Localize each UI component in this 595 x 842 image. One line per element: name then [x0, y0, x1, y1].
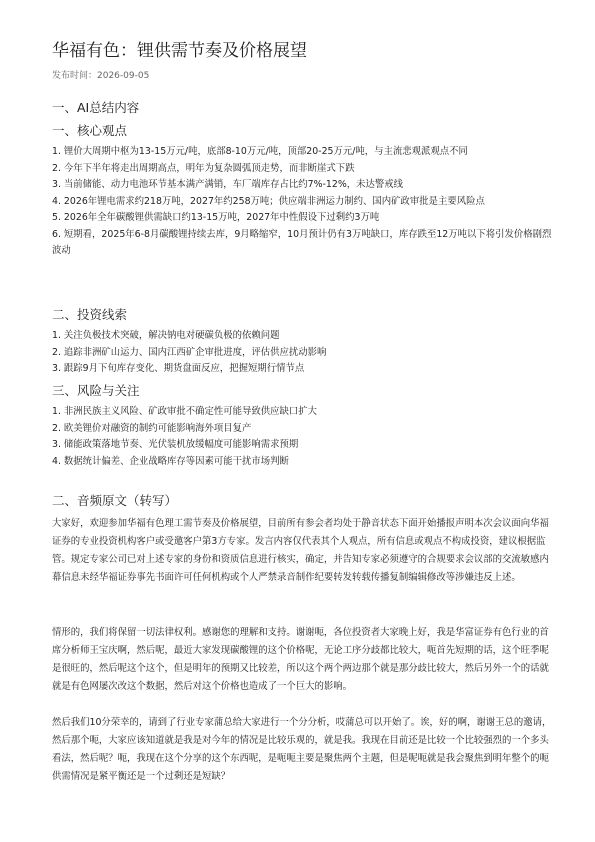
list-item: 2. 今年下半年将走出周期高点，明年为复杂圆弧顶走势，而非断崖式下跌: [52, 162, 355, 174]
list-item: 4. 2026年锂电需求约218万吨，2027年约258万吨；供应端非洲运力制约、国内矿政审批是主要风险点: [52, 195, 485, 207]
list-item: 2. 欧美锂价对融资的制约可能影响海外项目复产: [52, 422, 252, 434]
transcript-paragraph: 情形的，我们将保留一切法律权利。感谢您的理解和支持。谢谢呃，各位投资者大家晚上好，我是华富证券有色行业的首席分析师王宝庆啊，然后呢，最近大家发现碳酸锂的这个价格呢，无论工序分歧都比较大，呃首先短期的话，这个旺季呢是很旺的，然后呢这个这个，但是明年的预期又比较差，所以这个两个两边那个就是那分歧比较大，然后另外一个的话就就是有色网屡次改这个数据，然后对这个价格也造成了一个巨大的影响。: [52, 627, 549, 692]
transcript-paragraph: 大家好，欢迎参加华福有色理工需节奏及价格展望，目前所有参会者均处于静音状态下面开始播报声明本次会议面向华福证券的专业投资机构客户或受邀客户第3方专家。发言内容仅代表其个人观点，所有信息或观点不构成投资，建议根据监管。规定专家公司已对上述专家的身份和资质信息进行核实，确定，并告知专家必须遵守的合规要求会议部的交流敏感内幕信息未经华福证券事先书面许可任何机构或个人严禁录音制作纪要转发转载传播复制编辑修改等涉嫌违反上述。: [52, 518, 549, 583]
list-item: 3. 储能政策落地节奏、光伏装机放缓幅度可能影响需求预期: [52, 439, 299, 450]
risk-list: [52, 404, 552, 470]
list-item: 6. 短期看，2025年6-8月碳酸锂持续去库，9月略缩窄，10月预计仍有3万吨缺口，库存跌至12万吨以下将引发价格剧烈波动: [52, 228, 552, 256]
list-item: 4. 数据统计偏差、企业战略库存等因素可能干扰市场判断: [52, 455, 289, 467]
list-item: 1. 锂价大周期中枢为13-15万元/吨，底部8-10万元/吨，顶部20-25万元/吨，与主流悲观派观点不同: [52, 146, 468, 157]
list-item: 1. 非洲民族主义风险、矿政审批不确定性可能导致供应缺口扩大: [52, 406, 318, 417]
section-core-views: 一、核心观点: [52, 123, 128, 138]
list-item: 1. 关注负极技术突破，解决钠电对硬碳负极的依赖问题: [52, 330, 280, 341]
core-views-list: [52, 144, 552, 260]
list-item: 3. 当前储能、动力电池环节基本满产满销，车厂端库存占比约7%-12%，未达警戒线: [52, 179, 404, 190]
list-item: 5. 2026年全年碳酸锂供需缺口约13-15万吨，2027年中性假设下过剩约3万吨: [52, 212, 380, 223]
publish-time: 发布时间：2026-09-05: [52, 71, 150, 81]
list-item: 3. 跟踪9月下旬库存变化、期货盘面反应，把握短期行情节点: [52, 363, 305, 374]
page-title: 华福有色：锂供需节奏及价格展望: [52, 41, 307, 61]
section-investment: 二、投资线索: [52, 307, 128, 322]
section-transcript: 二、音频原文（转写）: [52, 493, 178, 508]
section-ai-summary: 一、AI总结内容: [52, 100, 140, 115]
section-risk: 三、风险与关注: [52, 383, 140, 398]
list-item: 2. 追踪非洲矿山运力、国内江西矿企审批进度，评估供应扰动影响: [52, 346, 327, 358]
investment-list: [52, 328, 552, 378]
transcript-paragraph: 然后我们10分荣幸的，请到了行业专家蒲总给大家进行一个分分析，哎蒲总可以开始了。诶，好的啊，谢谢王总的邀请，然后那个呃，大家应该知道就是我是对今年的情况是比较乐观的，就是我。我现在目前还是比较一个比较强烈的一个多头看法，然后呢？呃，我现在这个分享的这个东西呢，是呃呃主要是聚焦两个主题，但是呢呃就是我会聚焦到明年整个的呃供需情况是紧平衡还是一个过剩还是短缺？: [52, 717, 552, 782]
